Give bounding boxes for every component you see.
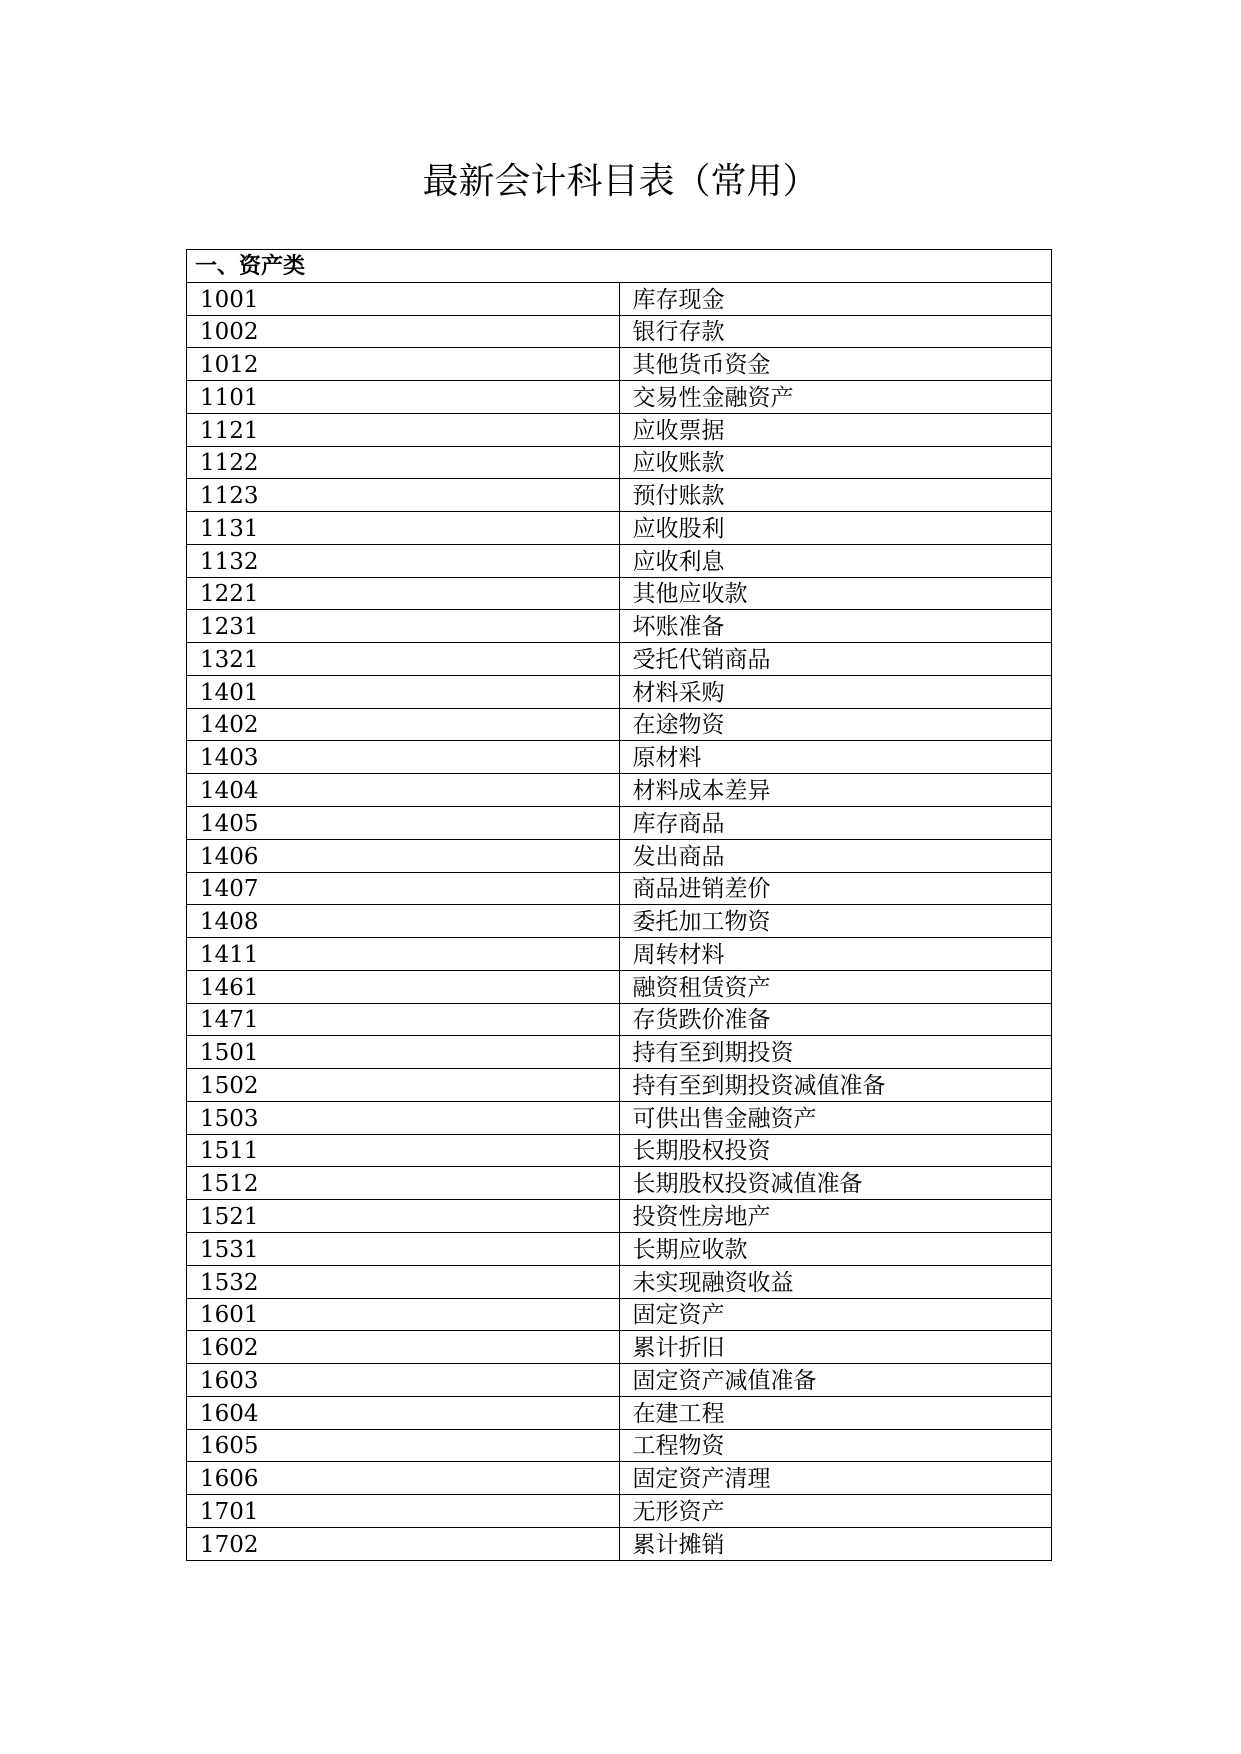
account-code-cell: 1601 bbox=[187, 1298, 620, 1331]
account-code-cell: 1131 bbox=[187, 512, 620, 545]
account-name-cell: 无形资产 bbox=[619, 1495, 1052, 1528]
account-name-cell: 库存现金 bbox=[619, 282, 1052, 315]
account-name-cell: 未实现融资收益 bbox=[619, 1265, 1052, 1298]
table-row bbox=[187, 1200, 1052, 1233]
account-name-cell: 长期应收款 bbox=[619, 1232, 1052, 1265]
table-row bbox=[187, 446, 1052, 479]
account-name-cell: 受托代销商品 bbox=[619, 643, 1052, 676]
table-row bbox=[187, 1265, 1052, 1298]
account-code-cell: 1123 bbox=[187, 479, 620, 512]
account-name-cell: 长期股权投资减值准备 bbox=[619, 1167, 1052, 1200]
account-code-cell: 1521 bbox=[187, 1200, 620, 1233]
account-name-cell: 固定资产减值准备 bbox=[619, 1364, 1052, 1397]
account-name-cell: 其他应收款 bbox=[619, 577, 1052, 610]
account-name-cell: 固定资产 bbox=[619, 1298, 1052, 1331]
account-code-cell: 1122 bbox=[187, 446, 620, 479]
account-code-cell: 1604 bbox=[187, 1396, 620, 1429]
table-row bbox=[187, 1396, 1052, 1429]
account-code-cell: 1502 bbox=[187, 1069, 620, 1102]
table-row bbox=[187, 479, 1052, 512]
table-row bbox=[187, 675, 1052, 708]
table-row bbox=[187, 577, 1052, 610]
account-name-cell: 在建工程 bbox=[619, 1396, 1052, 1429]
account-name-cell: 库存商品 bbox=[619, 807, 1052, 840]
account-code-cell: 1407 bbox=[187, 872, 620, 905]
account-name-cell: 融资租赁资产 bbox=[619, 970, 1052, 1003]
account-code-cell: 1132 bbox=[187, 544, 620, 577]
table-row bbox=[187, 774, 1052, 807]
account-code-cell: 1405 bbox=[187, 807, 620, 840]
table-row bbox=[187, 1298, 1052, 1331]
account-code-cell: 1221 bbox=[187, 577, 620, 610]
account-name-cell: 持有至到期投资 bbox=[619, 1036, 1052, 1069]
account-name-cell: 原材料 bbox=[619, 741, 1052, 774]
account-name-cell: 投资性房地产 bbox=[619, 1200, 1052, 1233]
table-row bbox=[187, 839, 1052, 872]
account-name-cell: 存货跌价准备 bbox=[619, 1003, 1052, 1036]
table-row bbox=[187, 1036, 1052, 1069]
table-row bbox=[187, 1167, 1052, 1200]
account-code-cell: 1403 bbox=[187, 741, 620, 774]
account-code-cell: 1603 bbox=[187, 1364, 620, 1397]
table-row bbox=[187, 544, 1052, 577]
account-name-cell: 累计摊销 bbox=[619, 1527, 1052, 1560]
table-row bbox=[187, 807, 1052, 840]
section-heading: 一、资产类 bbox=[187, 250, 1052, 283]
account-code-cell: 1406 bbox=[187, 839, 620, 872]
account-name-cell: 发出商品 bbox=[619, 839, 1052, 872]
account-code-cell: 1001 bbox=[187, 282, 620, 315]
account-name-cell: 委托加工物资 bbox=[619, 905, 1052, 938]
account-name-cell: 应收股利 bbox=[619, 512, 1052, 545]
account-name-cell: 固定资产清理 bbox=[619, 1462, 1052, 1495]
account-name-cell: 交易性金融资产 bbox=[619, 381, 1052, 414]
table-row bbox=[187, 1331, 1052, 1364]
account-name-cell: 银行存款 bbox=[619, 315, 1052, 348]
table-row bbox=[187, 741, 1052, 774]
account-name-cell: 预付账款 bbox=[619, 479, 1052, 512]
table-row bbox=[187, 413, 1052, 446]
table-row bbox=[187, 610, 1052, 643]
table-row bbox=[187, 1495, 1052, 1528]
account-code-cell: 1702 bbox=[187, 1527, 620, 1560]
account-code-cell: 1404 bbox=[187, 774, 620, 807]
table-row bbox=[187, 643, 1052, 676]
account-name-cell: 周转材料 bbox=[619, 938, 1052, 971]
table-row bbox=[187, 1429, 1052, 1462]
account-name-cell: 工程物资 bbox=[619, 1429, 1052, 1462]
account-code-cell: 1503 bbox=[187, 1101, 620, 1134]
table-row bbox=[187, 1527, 1052, 1560]
account-name-cell: 累计折旧 bbox=[619, 1331, 1052, 1364]
account-code-cell: 1532 bbox=[187, 1265, 620, 1298]
account-code-cell: 1411 bbox=[187, 938, 620, 971]
account-name-cell: 商品进销差价 bbox=[619, 872, 1052, 905]
account-name-cell: 其他货币资金 bbox=[619, 348, 1052, 381]
table-row bbox=[187, 1364, 1052, 1397]
account-code-cell: 1606 bbox=[187, 1462, 620, 1495]
table-row bbox=[187, 315, 1052, 348]
table-row bbox=[187, 348, 1052, 381]
account-name-cell: 材料成本差异 bbox=[619, 774, 1052, 807]
account-code-cell: 1121 bbox=[187, 413, 620, 446]
account-code-cell: 1012 bbox=[187, 348, 620, 381]
account-code-cell: 1401 bbox=[187, 675, 620, 708]
table-row bbox=[187, 282, 1052, 315]
table-row bbox=[187, 512, 1052, 545]
table-row bbox=[187, 970, 1052, 1003]
account-code-cell: 1602 bbox=[187, 1331, 620, 1364]
account-name-cell: 材料采购 bbox=[619, 675, 1052, 708]
table-row bbox=[187, 905, 1052, 938]
account-code-cell: 1512 bbox=[187, 1167, 620, 1200]
account-code-cell: 1101 bbox=[187, 381, 620, 414]
section-heading-row bbox=[187, 250, 1052, 283]
account-name-cell: 长期股权投资 bbox=[619, 1134, 1052, 1167]
account-table bbox=[186, 249, 1052, 1561]
table-row bbox=[187, 1003, 1052, 1036]
account-name-cell: 坏账准备 bbox=[619, 610, 1052, 643]
account-name-cell: 应收账款 bbox=[619, 446, 1052, 479]
account-code-cell: 1231 bbox=[187, 610, 620, 643]
table-row bbox=[187, 1069, 1052, 1102]
table-row bbox=[187, 708, 1052, 741]
table-row bbox=[187, 1134, 1052, 1167]
account-code-cell: 1511 bbox=[187, 1134, 620, 1167]
table-row bbox=[187, 381, 1052, 414]
account-code-cell: 1531 bbox=[187, 1232, 620, 1265]
account-code-cell: 1402 bbox=[187, 708, 620, 741]
account-name-cell: 在途物资 bbox=[619, 708, 1052, 741]
account-code-cell: 1501 bbox=[187, 1036, 620, 1069]
table-row bbox=[187, 1462, 1052, 1495]
account-name-cell: 可供出售金融资产 bbox=[619, 1101, 1052, 1134]
table-row bbox=[187, 1232, 1052, 1265]
account-code-cell: 1408 bbox=[187, 905, 620, 938]
account-code-cell: 1471 bbox=[187, 1003, 620, 1036]
table-row bbox=[187, 872, 1052, 905]
account-code-cell: 1461 bbox=[187, 970, 620, 1003]
account-table-body bbox=[187, 250, 1052, 1561]
account-name-cell: 持有至到期投资减值准备 bbox=[619, 1069, 1052, 1102]
table-row bbox=[187, 938, 1052, 971]
page-title: 最新会计科目表（常用） bbox=[422, 161, 819, 202]
account-code-cell: 1605 bbox=[187, 1429, 620, 1462]
account-name-cell: 应收票据 bbox=[619, 413, 1052, 446]
account-code-cell: 1002 bbox=[187, 315, 620, 348]
account-name-cell: 应收利息 bbox=[619, 544, 1052, 577]
table-row bbox=[187, 1101, 1052, 1134]
account-code-cell: 1701 bbox=[187, 1495, 620, 1528]
account-code-cell: 1321 bbox=[187, 643, 620, 676]
